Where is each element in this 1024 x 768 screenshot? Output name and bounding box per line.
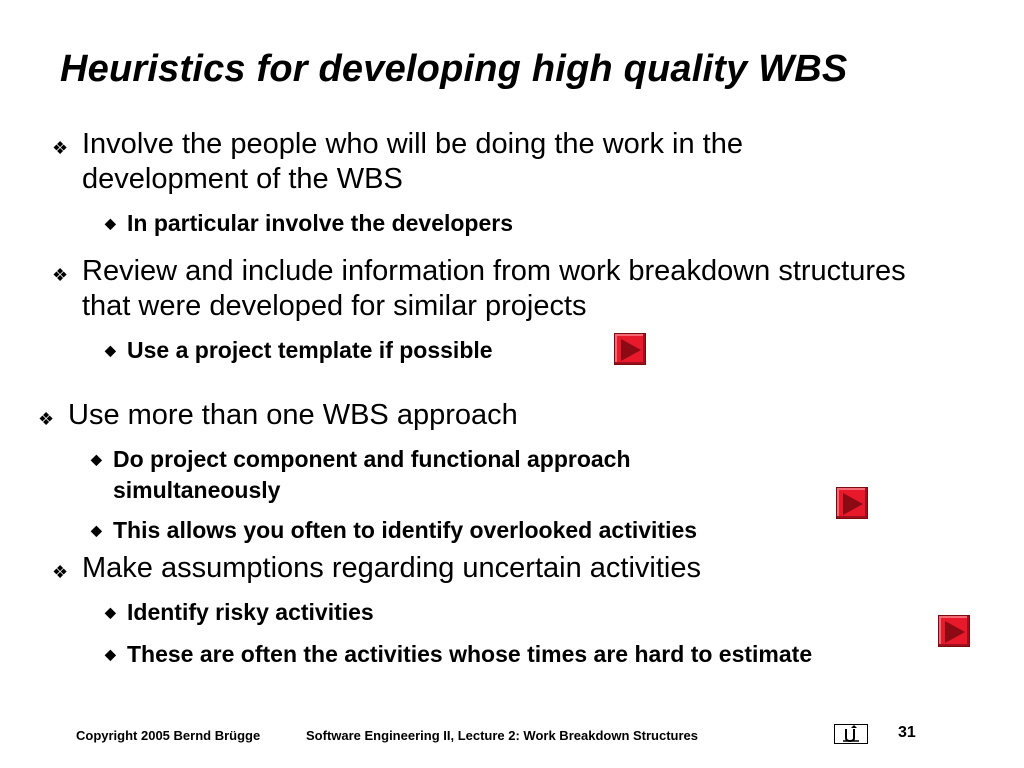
bullet-2 xyxy=(52,254,912,324)
bullet-4-text: Make assumptions regarding uncertain activities xyxy=(82,552,701,584)
return-arrow-icon xyxy=(835,725,867,743)
bullet-1 xyxy=(52,127,902,197)
sub-bullet-3-2 xyxy=(91,515,698,546)
bullet-3 xyxy=(38,398,868,433)
bullet-1-text: Involve the people who will be doing the work in the development of the WBS xyxy=(82,128,743,195)
page-number: 31 xyxy=(898,724,916,741)
footer-copyright: Copyright 2005 Bernd Brügge xyxy=(76,728,261,743)
sub-bullet-3-1-text: Do project component and functional approach simultaneously xyxy=(113,446,631,503)
star-bullet-icon: ❖ xyxy=(38,409,55,429)
bullet-2-text: Review and include information from work breakdown structures that were developed for similar projects xyxy=(82,255,906,322)
action-button-3[interactable] xyxy=(938,615,970,647)
slide-title: Heuristics for developing high quality WBS xyxy=(60,48,848,90)
footer-course: Software Engineering II, Lecture 2: Work Breakdown Structures xyxy=(306,728,699,743)
diamond-bullet-icon: ◆ xyxy=(105,342,116,358)
sub-bullet-3-2-text: This allows you often to identify overlooked activities xyxy=(113,517,698,543)
star-bullet-icon: ❖ xyxy=(52,265,69,285)
diamond-bullet-icon: ◆ xyxy=(91,451,102,467)
sub-bullet-4-2 xyxy=(105,639,813,670)
return-button[interactable] xyxy=(834,724,868,744)
bullet-3-text: Use more than one WBS approach xyxy=(68,399,518,431)
sub-bullet-3-1 xyxy=(91,444,803,506)
bullet-4 xyxy=(52,551,882,586)
sub-bullet-4-1-text: Identify risky activities xyxy=(127,599,374,625)
sub-bullet-4-1 xyxy=(105,597,374,628)
diamond-bullet-icon: ◆ xyxy=(105,604,116,620)
diamond-bullet-icon: ◆ xyxy=(105,646,116,662)
action-button-2[interactable] xyxy=(836,487,868,519)
play-arrow-icon xyxy=(620,338,642,362)
action-button-1[interactable] xyxy=(614,333,646,365)
sub-bullet-1-1-text: In particular involve the developers xyxy=(127,210,514,236)
sub-bullet-1-1 xyxy=(105,208,514,239)
sub-bullet-2-1-text: Use a project template if possible xyxy=(127,337,493,363)
play-arrow-icon xyxy=(944,620,966,644)
diamond-bullet-icon: ◆ xyxy=(91,522,102,538)
sub-bullet-2-1 xyxy=(105,335,493,366)
sub-bullet-4-2-text: These are often the activities whose times are hard to estimate xyxy=(127,641,813,667)
play-arrow-icon xyxy=(842,492,864,516)
diamond-bullet-icon: ◆ xyxy=(105,215,116,231)
star-bullet-icon: ❖ xyxy=(52,138,69,158)
star-bullet-icon: ❖ xyxy=(52,562,69,582)
